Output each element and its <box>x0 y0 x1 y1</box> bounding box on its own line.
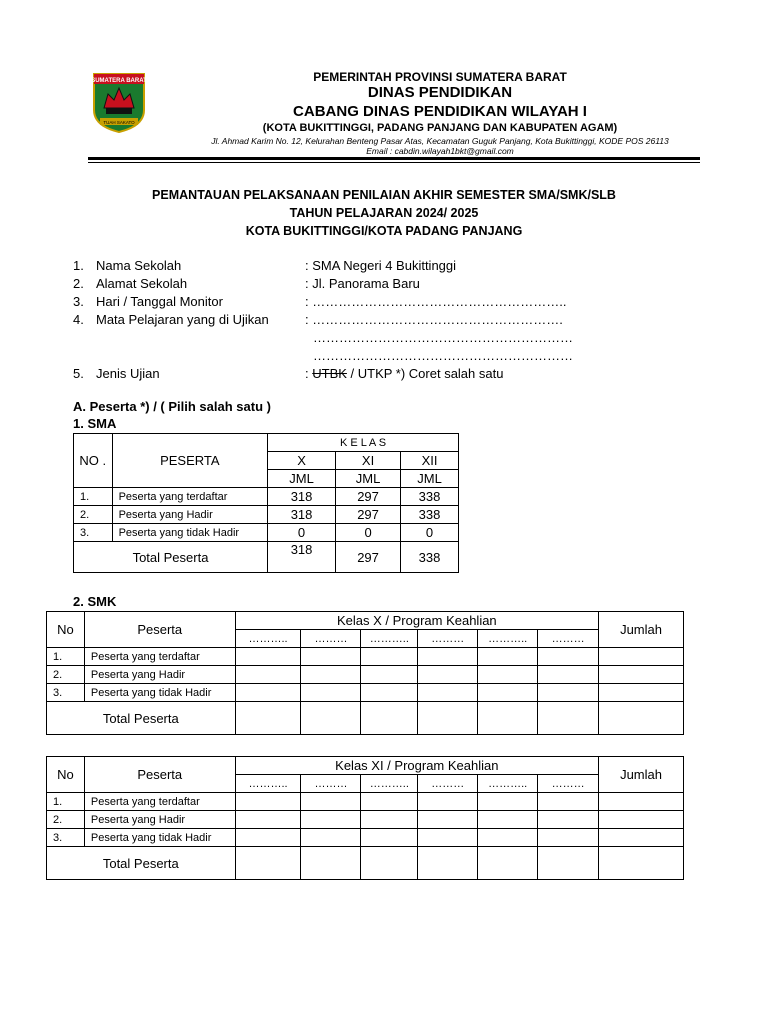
letterhead-rule-thin <box>88 162 700 163</box>
program-placeholder: ……….. <box>361 630 418 648</box>
empty-cell <box>538 648 599 666</box>
row-number: 1. <box>47 648 85 666</box>
empty-cell <box>478 811 538 829</box>
row-label: Peserta yang Hadir <box>112 506 267 524</box>
empty-cell <box>361 793 418 811</box>
empty-cell <box>599 666 684 684</box>
total-label: Total Peserta <box>74 542 268 573</box>
smk-col-jumlah: Jumlah <box>599 612 684 648</box>
sma-kelas-xii: XII <box>401 452 459 470</box>
row-label: Peserta yang terdaftar <box>84 648 235 666</box>
total-label: Total Peserta <box>47 702 236 735</box>
field-number: 4. <box>73 312 84 327</box>
sma-sub-jml: JML <box>336 470 401 488</box>
section-a-heading: A. Peserta *) / ( Pilih salah satu ) <box>73 399 271 414</box>
row-number: 3. <box>47 684 85 702</box>
field-value-school-name: : SMA Negeri 4 Bukittinggi <box>305 258 457 273</box>
empty-cell <box>235 702 301 735</box>
document-title: PEMANTAUAN PELAKSANAAN PENILAIAN AKHIR SEMESTER SMA/SMK/SLB <box>152 188 616 202</box>
program-placeholder: ……… <box>418 775 478 793</box>
letterhead-government: PEMERINTAH PROVINSI SUMATERA BARAT <box>313 70 567 84</box>
field-value-school-address: : Jl. Panorama Baru <box>305 276 420 291</box>
empty-cell <box>418 793 478 811</box>
empty-cell <box>478 793 538 811</box>
empty-cell <box>478 702 538 735</box>
field-value-subject-line3: …………………………………………………… <box>313 348 573 363</box>
smk-group-header: Kelas X / Program Keahlian <box>235 612 598 630</box>
cell-value: 0 <box>336 524 401 542</box>
field-label-monitor-date: Hari / Tanggal Monitor <box>96 294 223 309</box>
total-value: 338 <box>401 542 459 573</box>
empty-cell <box>538 702 599 735</box>
empty-cell <box>418 829 478 847</box>
document-city: KOTA BUKITTINGGI/KOTA PADANG PANJANG <box>245 224 523 238</box>
cell-value: 318 <box>268 488 336 506</box>
smk-col-peserta: Peserta <box>84 612 235 648</box>
sma-col-no: NO . <box>74 434 113 488</box>
cell-value: 338 <box>401 488 459 506</box>
empty-cell <box>235 666 301 684</box>
empty-cell <box>599 847 684 880</box>
smk-table-kelas-x <box>46 611 684 735</box>
empty-cell <box>478 666 538 684</box>
sma-sub-jml: JML <box>268 470 336 488</box>
sma-sub-jml: JML <box>401 470 459 488</box>
sma-kelas-header: K E L A S <box>268 434 459 452</box>
table-row <box>74 506 459 524</box>
empty-cell <box>361 847 418 880</box>
table-row-total <box>47 847 684 880</box>
empty-cell <box>478 829 538 847</box>
exam-type-prefix: : <box>305 366 313 381</box>
table-row <box>74 524 459 542</box>
empty-cell <box>418 666 478 684</box>
field-value-subject-line2: …………………………………………………… <box>313 330 573 345</box>
total-label: Total Peserta <box>47 847 236 880</box>
table-row <box>47 829 684 847</box>
empty-cell <box>361 829 418 847</box>
program-placeholder: ……… <box>301 630 361 648</box>
row-label: Peserta yang tidak Hadir <box>84 684 235 702</box>
cell-value: 297 <box>336 506 401 524</box>
field-number: 2. <box>73 276 84 291</box>
empty-cell <box>361 702 418 735</box>
letterhead-email: Email : cabdin.wilayah1bkt@gmail.com <box>366 146 514 156</box>
field-label-subject: Mata Pelajaran yang di Ujikan <box>96 312 269 327</box>
table-row <box>47 684 684 702</box>
letterhead-branch: CABANG DINAS PENDIDIKAN WILAYAH I <box>293 103 587 120</box>
table-row <box>47 793 684 811</box>
empty-cell <box>361 684 418 702</box>
empty-cell <box>361 811 418 829</box>
row-number: 2. <box>47 811 85 829</box>
row-label: Peserta yang Hadir <box>84 666 235 684</box>
empty-cell <box>418 702 478 735</box>
program-placeholder: ……….. <box>478 775 538 793</box>
empty-cell <box>538 829 599 847</box>
row-label: Peserta yang terdaftar <box>112 488 267 506</box>
total-value: 297 <box>336 542 401 573</box>
program-placeholder: ……… <box>538 630 599 648</box>
empty-cell <box>301 702 361 735</box>
empty-cell <box>599 648 684 666</box>
row-label: Peserta yang tidak Hadir <box>112 524 267 542</box>
empty-cell <box>301 811 361 829</box>
empty-cell <box>235 684 301 702</box>
provincial-logo <box>90 70 148 134</box>
empty-cell <box>599 684 684 702</box>
smk-heading: 2. SMK <box>73 594 117 609</box>
program-placeholder: ……… <box>418 630 478 648</box>
sma-table <box>73 433 459 573</box>
empty-cell <box>478 684 538 702</box>
empty-cell <box>478 847 538 880</box>
empty-cell <box>599 811 684 829</box>
empty-cell <box>301 829 361 847</box>
row-number: 3. <box>47 829 85 847</box>
cell-value: 0 <box>268 524 336 542</box>
letterhead-region: (KOTA BUKITTINGGI, PADANG PANJANG DAN KABUPATEN AGAM) <box>262 122 618 134</box>
empty-cell <box>538 847 599 880</box>
row-label: Peserta yang tidak Hadir <box>84 829 235 847</box>
row-number: 1. <box>47 793 85 811</box>
empty-cell <box>235 829 301 847</box>
field-number: 1. <box>73 258 84 273</box>
smk-col-no: No <box>47 757 85 793</box>
exam-type-struck: UTBK <box>312 366 347 381</box>
cell-value: 338 <box>401 506 459 524</box>
field-label-exam-type: Jenis Ujian <box>96 366 160 381</box>
empty-cell <box>418 648 478 666</box>
empty-cell <box>301 847 361 880</box>
field-label-school-address: Alamat Sekolah <box>96 276 188 291</box>
empty-cell <box>301 793 361 811</box>
cell-value: 0 <box>401 524 459 542</box>
table-row <box>47 648 684 666</box>
row-number: 2. <box>47 666 85 684</box>
empty-cell <box>418 684 478 702</box>
sma-kelas-xi: XI <box>336 452 401 470</box>
empty-cell <box>418 811 478 829</box>
empty-cell <box>599 829 684 847</box>
field-value-monitor-date: : ………………………………………………….. <box>305 294 567 309</box>
smk-group-header: Kelas XI / Program Keahlian <box>235 757 598 775</box>
sma-kelas-x: X <box>268 452 336 470</box>
letterhead-address: Jl. Ahmad Karim No. 12, Kelurahan Benteng Pasar Atas, Kecamatan Guguk Panjang, Kota Bukittinggi, KODE POS 26113 <box>211 136 669 146</box>
program-placeholder: ……….. <box>478 630 538 648</box>
empty-cell <box>538 793 599 811</box>
field-number: 5. <box>73 366 84 381</box>
row-label: Peserta yang terdaftar <box>84 793 235 811</box>
sma-heading: 1. SMA <box>73 416 117 431</box>
table-row <box>74 488 459 506</box>
exam-type-rest: / UTKP *) Coret salah satu <box>346 366 504 381</box>
empty-cell <box>301 648 361 666</box>
program-placeholder: ……….. <box>361 775 418 793</box>
row-label: Peserta yang Hadir <box>84 811 235 829</box>
smk-col-peserta: Peserta <box>84 757 235 793</box>
letterhead-rule-thick <box>88 157 700 160</box>
program-placeholder: ……….. <box>235 630 301 648</box>
empty-cell <box>361 666 418 684</box>
empty-cell <box>361 648 418 666</box>
row-number: 2. <box>74 506 113 524</box>
empty-cell <box>235 811 301 829</box>
logo-text-bottom: TUAH SAKATO <box>103 120 135 125</box>
program-placeholder: ……… <box>538 775 599 793</box>
smk-col-jumlah: Jumlah <box>599 757 684 793</box>
empty-cell <box>599 702 684 735</box>
empty-cell <box>538 666 599 684</box>
smk-table-kelas-xi <box>46 756 684 880</box>
field-number: 3. <box>73 294 84 309</box>
empty-cell <box>235 793 301 811</box>
table-row <box>47 811 684 829</box>
row-number: 1. <box>74 488 113 506</box>
empty-cell <box>538 811 599 829</box>
empty-cell <box>235 648 301 666</box>
document-year: TAHUN PELAJARAN 2024/ 2025 <box>289 206 479 220</box>
empty-cell <box>538 684 599 702</box>
table-row-total <box>47 702 684 735</box>
letterhead-agency: DINAS PENDIDIKAN <box>367 84 513 101</box>
field-value-exam-type <box>305 366 503 381</box>
empty-cell <box>301 684 361 702</box>
empty-cell <box>418 847 478 880</box>
logo-text-top: SUMATERA BARAT <box>91 78 147 84</box>
table-row <box>47 666 684 684</box>
field-label-school-name: Nama Sekolah <box>96 258 182 273</box>
program-placeholder: ……… <box>301 775 361 793</box>
table-row-total <box>74 542 459 573</box>
row-number: 3. <box>74 524 113 542</box>
sma-col-peserta: PESERTA <box>112 434 267 488</box>
empty-cell <box>599 793 684 811</box>
cell-value: 318 <box>268 506 336 524</box>
empty-cell <box>301 666 361 684</box>
cell-value: 297 <box>336 488 401 506</box>
empty-cell <box>478 648 538 666</box>
empty-cell <box>235 847 301 880</box>
program-placeholder: ……….. <box>235 775 301 793</box>
total-value: 318 <box>268 542 336 573</box>
field-value-subject: : …………………………………………………. <box>305 312 563 327</box>
smk-col-no: No <box>47 612 85 648</box>
